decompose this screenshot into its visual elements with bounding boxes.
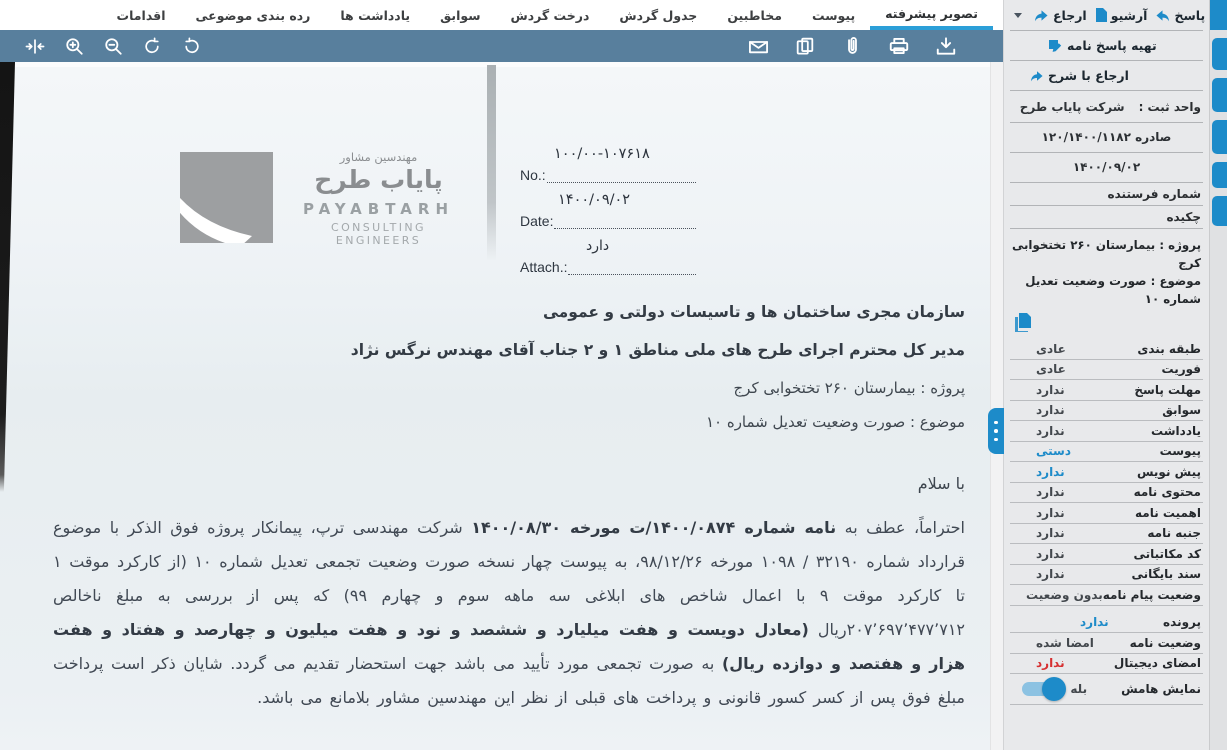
field-label: وضعیت پیام نامه — [1102, 587, 1201, 602]
abstract-copy-icon[interactable] — [1014, 313, 1031, 332]
metadata-row — [1010, 503, 1203, 524]
field-value[interactable]: امضا شده — [1036, 635, 1094, 650]
document-tabbar — [0, 0, 1003, 30]
referral-button[interactable]: ارجاع — [1053, 7, 1087, 23]
download-icon[interactable] — [935, 36, 957, 56]
field-value[interactable]: ندارد — [1036, 403, 1065, 418]
letterhead-text — [287, 150, 470, 247]
rotate-right-icon[interactable] — [180, 36, 202, 56]
registration-unit-label: واحد ثبت : — [1138, 99, 1201, 114]
zoom-tool-group — [24, 36, 202, 56]
tab[interactable]: تصویر پیشرفته — [870, 0, 993, 30]
forward-arrow-icon — [1034, 9, 1049, 22]
attach-field — [520, 259, 696, 275]
tab[interactable]: یادداشت ها — [340, 7, 411, 23]
abstract-project-line: پروژه : بیمارستان ۲۶۰ تختخوابی کرج — [1012, 238, 1201, 270]
dropdown-caret-icon[interactable] — [1014, 13, 1022, 18]
field-value[interactable]: ندارد — [1036, 464, 1065, 479]
abstract-subject-line: موضوع : صورت وضعیت تعدیل شماره ۱۰ — [1025, 274, 1201, 306]
docked-strip-header — [1210, 0, 1227, 30]
metadata-row — [1010, 524, 1203, 545]
reply-button[interactable]: پاسخ — [1174, 7, 1206, 23]
letter-number-handwritten: ۱۰۰/۰۰-۱۰۷۶۱۸ — [554, 146, 650, 162]
body-text-part: (معادل دویست و هفت میلیارد و ششصد و نود و هفت میلیون و چهارصد و هفتاد و هفت هزار و هفتصد و دوازده ریال) — [53, 620, 965, 673]
document-actions-group — [747, 36, 957, 56]
prepare-reply-button[interactable]: تهیه پاسخ نامه — [1067, 38, 1157, 53]
field-label: کد مکاتباتی — [1133, 546, 1201, 561]
field-value[interactable]: ندارد — [1036, 656, 1065, 671]
zoom-in-icon[interactable] — [63, 36, 85, 56]
metadata-row — [1010, 613, 1203, 634]
docked-tool-icon[interactable] — [1212, 78, 1227, 112]
letterhead-en-sub: CONSULTING ENGINEERS — [331, 221, 426, 247]
field-value[interactable]: ندارد — [1080, 615, 1109, 630]
registration-unit-row — [1010, 91, 1203, 122]
rotate-left-icon[interactable] — [141, 36, 163, 56]
metadata-rows — [1010, 339, 1203, 705]
docked-strip-icons — [1210, 38, 1227, 226]
field-value[interactable]: بله — [1070, 682, 1088, 696]
recipient-line: مدیر کل محترم اجرای طرح های ملی مناطق ۱ و ۲ جناب آقای مهندس نرگس نژاد — [350, 341, 965, 359]
dotted-line — [554, 216, 696, 229]
referral-note-arrow-icon — [1030, 70, 1044, 82]
docked-tool-icon[interactable] — [1212, 162, 1227, 188]
abstract-block — [1010, 229, 1203, 308]
tab[interactable]: مخاطبین — [727, 7, 782, 23]
metadata-row — [1010, 585, 1203, 606]
tab[interactable]: پیوست — [811, 7, 856, 23]
letterhead-fa-small: مهندسین مشاور — [339, 150, 418, 164]
mail-icon[interactable] — [747, 36, 769, 56]
payabtarh-logo — [180, 152, 273, 243]
metadata-row — [1010, 633, 1203, 654]
salutation: با سلام — [917, 474, 965, 493]
metadata-row — [1010, 380, 1203, 401]
metadata-row — [1010, 339, 1203, 360]
letter-metadata-sidebar — [1003, 0, 1209, 750]
body-text-part: نامه شماره ۱۴۰۰/۰۸۷۴/ت مورخه ۱۴۰۰/۰۸/۳۰ — [471, 518, 837, 537]
field-label: پیش نویس — [1136, 464, 1201, 479]
compose-reply-icon — [1048, 39, 1063, 53]
tab[interactable]: رده بندی موضوعی — [195, 7, 311, 23]
field-label: طبقه بندی — [1137, 341, 1201, 356]
field-value[interactable]: ندارد — [1036, 505, 1065, 520]
date-field — [520, 213, 696, 229]
field-label: سند بایگانی — [1131, 567, 1201, 582]
no-label: No.: — [520, 167, 546, 183]
issued-date: ۱۴۰۰/۰۹/۰۲ — [1072, 160, 1141, 174]
recipient-line: سازمان مجری ساختمان ها و تاسیسات دولتی و عمومی — [542, 303, 965, 321]
field-label: یادداشت — [1151, 423, 1201, 438]
field-value[interactable]: ندارد — [1036, 423, 1065, 438]
metadata-row — [1010, 442, 1203, 463]
field-label: امضای دیجیتال — [1113, 656, 1201, 671]
tab[interactable]: اقدامات — [116, 7, 166, 23]
metadata-row — [1010, 462, 1203, 483]
recipient-block — [351, 302, 965, 446]
reply-arrow-icon — [1155, 9, 1170, 22]
metadata-row — [1010, 544, 1203, 565]
field-value[interactable]: دستی — [1036, 444, 1071, 459]
letter-date-handwritten: ۱۴۰۰/۰۹/۰۲ — [558, 192, 631, 208]
field-value[interactable]: ندارد — [1036, 526, 1065, 541]
tab[interactable]: جدول گردش — [619, 7, 698, 23]
field-label: جنبه نامه — [1147, 526, 1201, 541]
dotted-line — [547, 170, 696, 183]
docked-tool-icon[interactable] — [1212, 38, 1227, 70]
field-value[interactable]: عادی — [1036, 362, 1066, 377]
field-label: وضعیت نامه — [1129, 635, 1201, 650]
tab[interactable]: سوابق — [440, 7, 481, 23]
field-label: نمایش هامش — [1121, 682, 1201, 696]
hamesh-toggle[interactable] — [1022, 682, 1064, 696]
zoom-out-icon[interactable] — [102, 36, 124, 56]
date-label: Date: — [520, 213, 554, 229]
docked-tool-icon[interactable] — [1212, 120, 1227, 154]
referral-note-row — [1010, 61, 1203, 90]
tab[interactable]: درخت گردش — [510, 7, 590, 23]
metadata-row — [1010, 483, 1203, 504]
sidebar-grip-handle[interactable] — [988, 408, 1004, 454]
body-text-part: شرکت مهندسی ترپ، پیمانکار پروژه فوق الذکر با موضوع قرارداد شماره ۳۲۱۹۰ / ۱۰۹۸ مورخه ۹۸/۱۲/۲۶، به پیوست چهار نسخه صورت وضعیت تجمعی تعدیل شماره ۱۰ (از کارکرد موقت ۱ تا کارکرد موقت ۹ با اعمال شاخص های ابلاغی سه ماهه سوم و چهارم ۹۹) که پس از بررسی به مبلغ ناخالص ۲۰۷٬۶۹۷٬۴۷۷٬۷۱۲ریال — [53, 518, 966, 639]
field-label: سوابق — [1162, 403, 1201, 418]
metadata-row — [1010, 421, 1203, 442]
referral-note-button[interactable]: ارجاع با شرح — [1048, 68, 1129, 83]
recipient-line: پروژه : بیمارستان ۲۶۰ تختخوابی کرج — [733, 379, 965, 397]
paperclip-icon[interactable] — [841, 36, 863, 56]
docked-tool-icon[interactable] — [1212, 196, 1227, 226]
image-viewer-toolbar — [0, 30, 1003, 62]
body-text-part: احتراماً، عطف به — [836, 518, 965, 537]
body-text-part: به صورت تجمعی مورد تأیید می باشد جهت استحضار تقدیم می گردد. شایان ذکر است پرداخت مبلغ فوق پس از کسر کسور قانونی و پرداخت های قبلی از نظر این مهندسین مشاور بلامانع می باشد. — [53, 654, 965, 707]
prepare-reply-row — [1010, 31, 1203, 60]
field-value[interactable]: عادی — [1036, 341, 1066, 356]
metadata-row — [1010, 360, 1203, 381]
letter-attach-handwritten: دارد — [586, 238, 610, 254]
printer-icon[interactable] — [888, 36, 910, 56]
scanned-letter-viewport[interactable] — [0, 62, 990, 750]
issued-number: صادره ۱۲۰/۱۴۰۰/۱۱۸۲ — [1041, 130, 1172, 144]
toggle-knob — [1042, 677, 1066, 701]
letterhead-en-name: PAYABTARH — [302, 200, 455, 218]
recipient-line: موضوع : صورت وضعیت تعدیل شماره ۱۰ — [705, 413, 965, 431]
letter-body — [53, 511, 965, 715]
metadata-row — [1010, 401, 1203, 422]
metadata-row — [1010, 654, 1203, 675]
fit-width-icon[interactable] — [24, 36, 46, 56]
attach-label: Attach.: — [520, 259, 568, 275]
copy-pages-icon[interactable] — [794, 36, 816, 56]
paper-fold-line — [487, 65, 496, 261]
field-value[interactable]: ندارد — [1036, 567, 1065, 582]
field-label: فوریت — [1161, 362, 1201, 377]
metadata-row — [1010, 565, 1203, 586]
letter-ref-block — [520, 146, 696, 275]
sender-number-label: شماره فرستنده — [1107, 187, 1201, 201]
dotted-line — [568, 262, 696, 275]
letterhead-fa-big: پایاب طرح — [314, 165, 443, 194]
no-field — [520, 167, 696, 183]
archive-button[interactable]: آرشیو — [1110, 7, 1148, 23]
field-value[interactable]: بدون وضعیت — [1026, 587, 1103, 602]
field-value[interactable]: ندارد — [1036, 485, 1065, 500]
docked-panel-strip — [1209, 0, 1227, 750]
abstract-label: چکیده — [1166, 210, 1201, 224]
primary-actions-row — [1010, 0, 1206, 30]
field-label: مهلت پاسخ — [1134, 382, 1201, 397]
field-value[interactable]: ندارد — [1036, 382, 1065, 397]
panel-divider-strip — [990, 62, 1003, 750]
field-label: پرونده — [1163, 615, 1201, 630]
field-label: اهمیت نامه — [1135, 505, 1201, 520]
field-value[interactable]: ندارد — [1036, 546, 1065, 561]
field-label: پیوست — [1159, 444, 1201, 459]
registration-unit-value: شرکت پایاب طرح — [1019, 99, 1125, 114]
archive-doc-icon — [1095, 8, 1107, 22]
field-label: محتوی نامه — [1133, 485, 1201, 500]
metadata-row — [1010, 674, 1203, 705]
